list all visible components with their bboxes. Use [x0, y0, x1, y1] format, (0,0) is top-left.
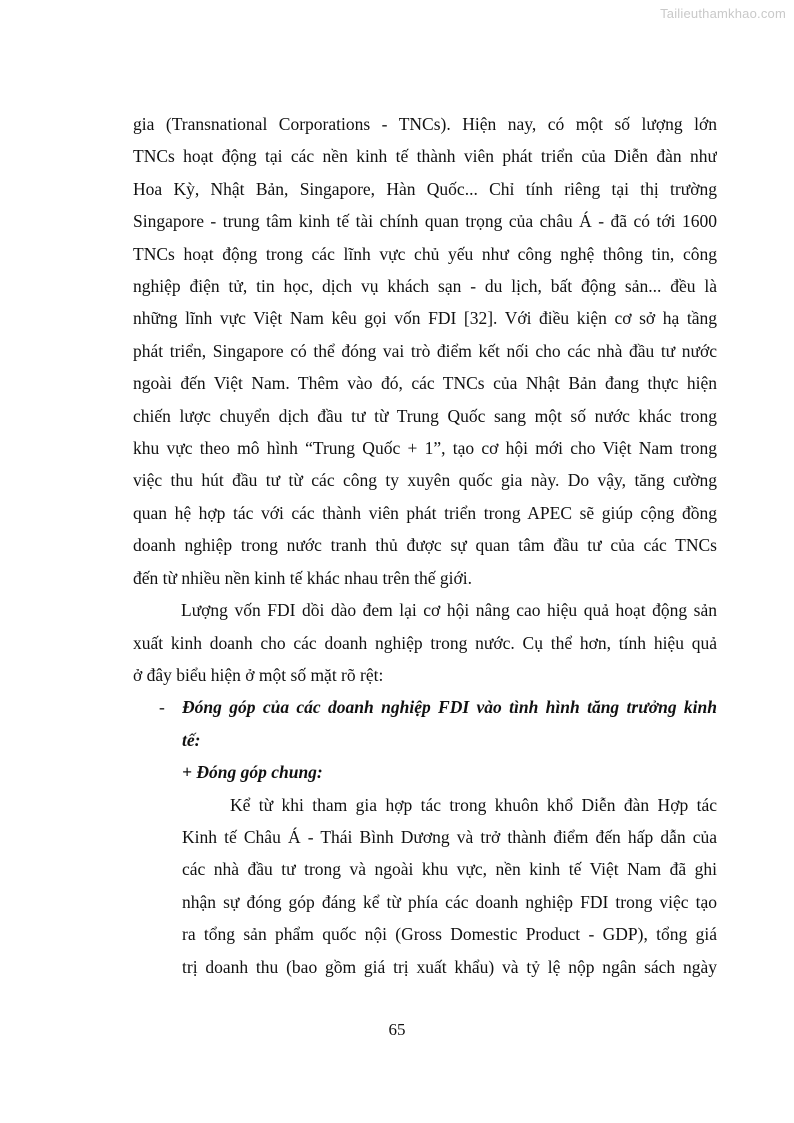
- sub-heading: [133, 756, 717, 788]
- bullet-heading-line: tế:: [182, 729, 201, 750]
- text-line: việc thu hút đầu tư từ các công ty xuyên quốc gia này. Do vậy, tăng cường: [133, 470, 717, 491]
- paragraph-tncs: [133, 108, 717, 594]
- text-line: ngoài đến Việt Nam. Thêm vào đó, các TNCs của Nhật Bản đang thực hiện: [133, 373, 717, 394]
- document-body: [133, 108, 717, 983]
- text-line: chiến lược chuyển dịch đầu tư từ Trung Quốc sang một số nước khác trong: [133, 405, 717, 426]
- text-line: Hoa Kỳ, Nhật Bản, Singapore, Hàn Quốc... Chỉ tính riêng tại thị trường: [133, 178, 717, 199]
- text-line: Kinh tế Châu Á - Thái Bình Dương và trở thành điểm đến hấp dẫn của: [182, 826, 717, 847]
- text-line: gia (Transnational Corporations - TNCs). Hiện nay, có một số lượng lớn: [133, 114, 717, 134]
- text-line: TNCs hoạt động tại các nền kinh tế thành viên phát triển của Diễn đàn như: [133, 146, 717, 167]
- text-line: ở đây biểu hiện ở một số mặt rõ rệt:: [133, 664, 384, 685]
- text-line: trị doanh thu (bao gồm giá trị xuất khẩu) và tỷ lệ nộp ngân sách ngày: [182, 956, 717, 977]
- text-line: doanh nghiệp trong nước tranh thủ được sự quan tâm đầu tư của các TNCs: [133, 535, 717, 556]
- text-line: đến từ nhiều nền kinh tế khác nhau trên thế giới.: [133, 567, 472, 588]
- sub-heading-text: + Đóng góp chung:: [182, 762, 323, 783]
- text-line: khu vực theo mô hình “Trung Quốc + 1”, tạo cơ hội mới cho Việt Nam trong: [133, 438, 717, 459]
- text-line: những lĩnh vực Việt Nam kêu gọi vốn FDI [32]. Với điều kiện cơ sở hạ tầng: [133, 308, 717, 329]
- text-line: Lượng vốn FDI dồi dào đem lại cơ hội nâng cao hiệu quả hoạt động sản: [181, 600, 717, 621]
- watermark-text: Tailieuthamkhao.com: [660, 6, 786, 21]
- text-line: quan hệ hợp tác với các thành viên phát triển trong APEC sẽ giúp cộng đồng: [133, 502, 717, 523]
- paragraph-fdi-capital: [133, 594, 717, 691]
- text-line: phát triển, Singapore có thể đóng vai trò điểm kết nối cho các nhà đầu tư nước: [133, 340, 717, 361]
- page-number: 65: [388, 1020, 406, 1039]
- text-line: các nhà đầu tư trong và ngoài khu vực, nền kinh tế Việt Nam đã ghi: [182, 859, 717, 880]
- bullet-heading: [133, 691, 717, 756]
- text-line: ra tổng sản phẩm quốc nội (Gross Domestic Product - GDP), tổng giá: [182, 924, 717, 945]
- text-line: nghiệp điện tử, tin học, dịch vụ khách sạn - du lịch, bất động sản... đều là: [133, 276, 717, 297]
- bullet-dash: -: [159, 697, 165, 718]
- text-line: TNCs hoạt động trong các lĩnh vực chủ yếu như công nghệ thông tin, công: [133, 243, 717, 264]
- text-line: Kể từ khi tham gia hợp tác trong khuôn khổ Diễn đàn Hợp tác: [230, 794, 717, 815]
- text-line: Singapore - trung tâm kinh tế tài chính quan trọng của châu Á - đã có tới 1600: [133, 211, 717, 232]
- text-line: xuất kinh doanh cho các doanh nghiệp trong nước. Cụ thể hơn, tính hiệu quả: [133, 632, 717, 653]
- paragraph-general-contribution: [133, 789, 717, 983]
- text-line: nhận sự đóng góp đáng kể từ phía các doanh nghiệp FDI trong việc tạo: [182, 891, 717, 912]
- bullet-heading-line: Đóng góp của các doanh nghiệp FDI vào tình hình tăng trưởng kinh: [182, 697, 717, 718]
